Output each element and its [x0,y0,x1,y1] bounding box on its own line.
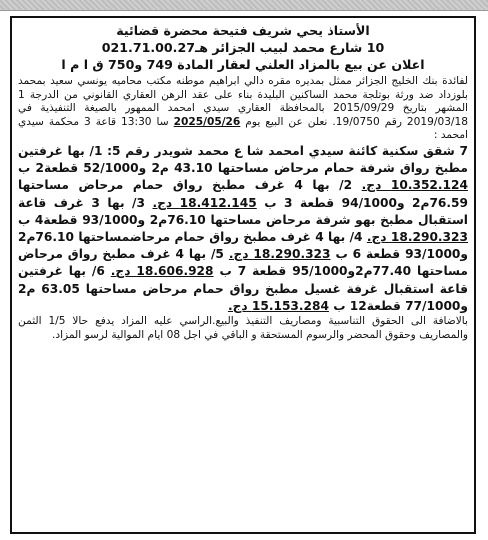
lot2-price: 18.412.145 دج. [152,195,257,210]
lot6-price: 15.153.284 دج. [227,298,329,313]
lot4-price: 18.290.323 دج. [228,247,331,262]
legal-notice-frame [10,16,476,534]
top-separator-bar [0,0,488,11]
lot3-text: 3/ بها 3 غرف قاعة استقبال مطبخ بهو شرفة مرحاض مساحتها 76.10م2 و93/1000 قطعة4 ب [18,195,468,227]
closing-paragraph: بالاضافة الى الحقوق التناسبية ومصاريف التنفيذ والبيع.الراسي عليه المزاد يدفع حالا 1/5 الثمن والمصاريف وحقوق المحضر والرسوم المستحقة و الباقي في اجل 08 ايام الموالية لرسو المزاد. [18,315,468,341]
bailiff-address: 10 شارع محمد لبيب الجزائر هـ021.71.00.27 [101,40,385,55]
intro-paragraph [18,75,468,143]
lot6-text: 6/ بها غرفتين قاعة استقبال غرفة غسيل مطبخ رواق حمام مرحاض مساحتها 63.05 م2 و77/1000 قطعة12 ب [18,264,468,313]
sale-time-place: سا 13:30 قاعة 3 محكمة سيدي امحمد : [18,115,468,142]
lot5-price: 18.606.928 دج. [110,264,214,279]
lot3-price: 18.290.323 دج. [366,229,468,244]
intro-text: لفائدة بنك الخليج الجزائر ممثل بمديره مقره دالي ابراهيم موطنه مكتب محاميه يونسي سعيد بمحمد بلوزداد ضد ورثة بوتلجة محمد الساكنين البليدة بناء على عقد الرهن العقاري القانوني من الدرجة 1 المشهر بتاريخ 2015/09/29 بالمحافظة العقاري سيدي امحمد الممهور بالصيغة التنفيذية في 2019/03/18 رقم 19/0750. نعلن عن البيع يوم [18,75,468,128]
auction-announcement-title: اعلان عن بيع بالمزاد العلني لعقار المادة 749 و750 ق ا م ا [61,57,425,72]
sale-date: 2025/05/26 [173,115,241,128]
property-description [18,143,468,315]
lot4-text: 4/ بها 4 غرف مطبخ رواق حمام مرحاضمساحتها 76.10م2 و93/1000 قطعة 6 ب [18,229,468,262]
lot1-price: 10.352.124 دج. [361,178,468,193]
lot5-text: 5/ بها 4 غرف مطبخ رواق مرحاض مساحتها 77.40م2و95/1000 قطعة 7 ب [18,247,468,279]
lot2-text: 2/ بها 4 غرف مطبخ رواق حمام مرحاض مساحتها 76.59م2 و94/1000 قطعة 3 ب [18,178,469,210]
notice-body [18,75,468,342]
notice-header [18,22,468,73]
property-title: 7 شقق سكنية كائنة سيدي امحمد شا ع محمد شويدر رقم 5: 1/ بها غرفتين مطبخ رواق شرفة حمام مرحاض مساحتها 43.10 م2 و52/1000 قطعة2 ب [18,143,469,176]
bailiff-name: الأستاذ يحي شريف فتيحة محضرة قضائية [116,23,370,38]
